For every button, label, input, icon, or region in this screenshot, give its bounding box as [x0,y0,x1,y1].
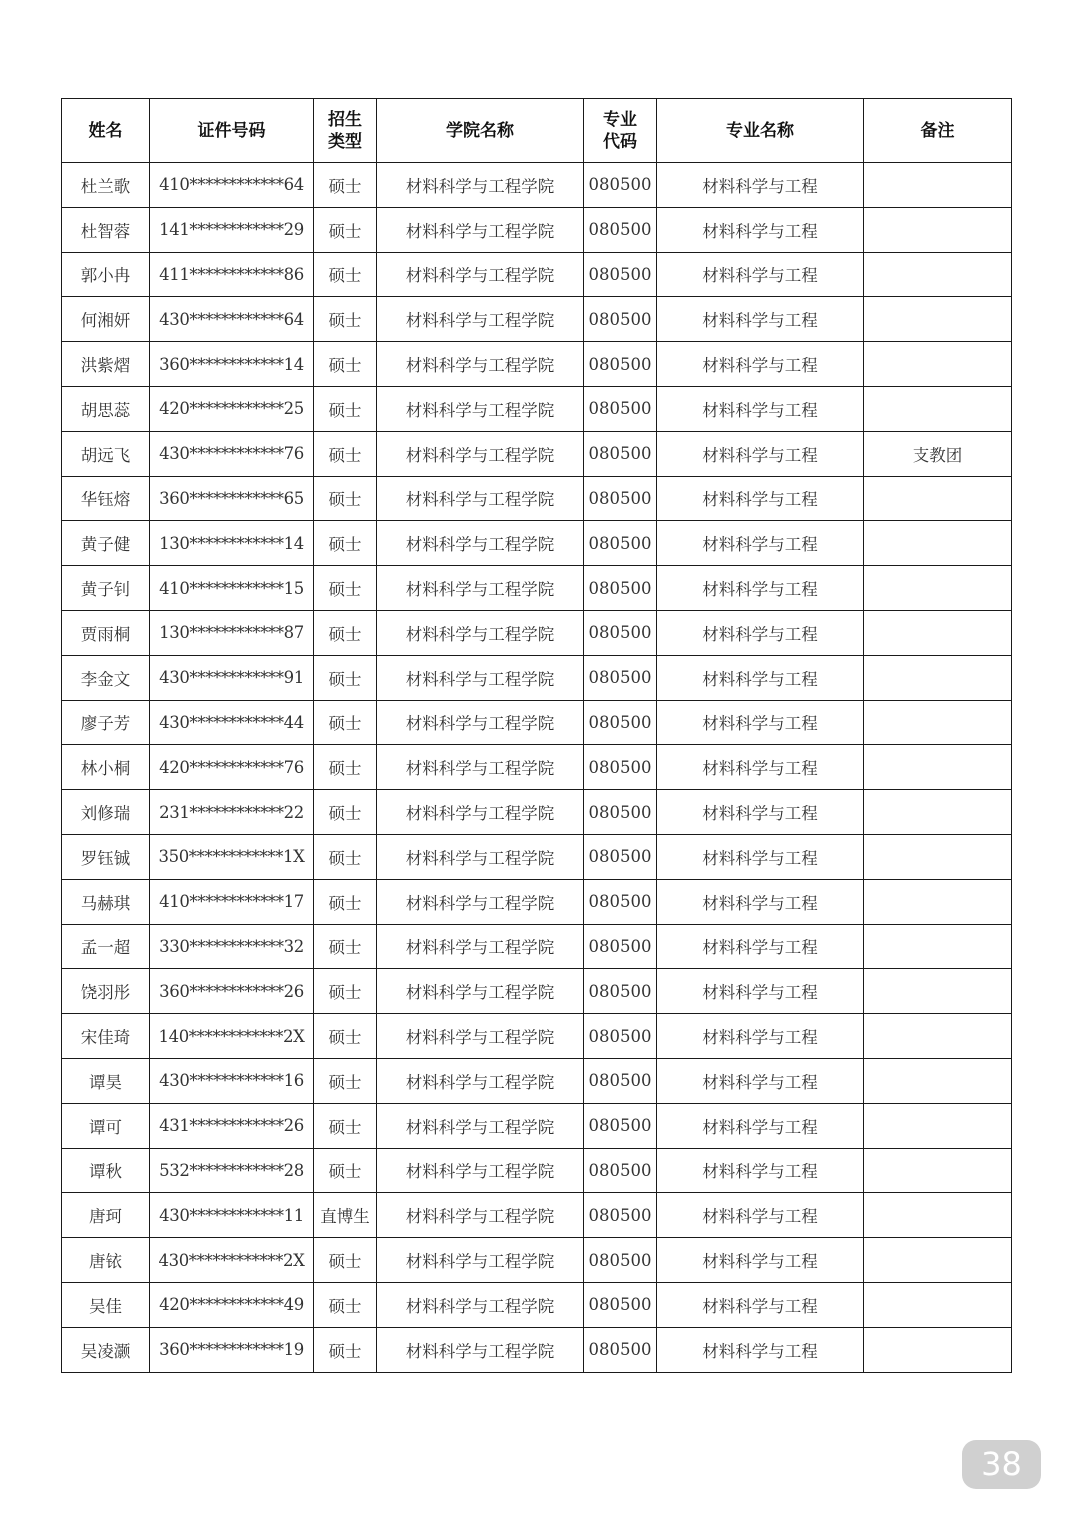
cell-college: 材料科学与工程学院 [377,1103,584,1148]
cell-name: 吴佳 [62,1282,150,1327]
header-code-line1: 专业 [603,109,637,130]
admission-list-table [61,98,1012,1373]
cell-major: 材料科学与工程 [657,790,864,835]
table-row [62,790,1012,835]
cell-name: 林小桐 [62,745,150,790]
cell-major: 材料科学与工程 [657,1148,864,1193]
cell-type: 硕士 [314,521,377,566]
header-code-line2: 代码 [603,131,637,152]
cell-type: 硕士 [314,566,377,611]
cell-college: 材料科学与工程学院 [377,1148,584,1193]
cell-major: 材料科学与工程 [657,476,864,521]
header-name: 姓名 [62,99,150,163]
cell-id: 360************65 [150,476,314,521]
cell-major: 材料科学与工程 [657,1282,864,1327]
cell-code: 080500 [584,297,657,342]
cell-type: 硕士 [314,1282,377,1327]
cell-name: 刘修瑞 [62,790,150,835]
cell-code: 080500 [584,521,657,566]
cell-id: 410************17 [150,879,314,924]
cell-name: 贾雨桐 [62,610,150,655]
cell-college: 材料科学与工程学院 [377,1282,584,1327]
cell-college: 材料科学与工程学院 [377,834,584,879]
table-row [62,521,1012,566]
header-code [584,99,657,163]
cell-note [864,1193,1012,1238]
cell-college: 材料科学与工程学院 [377,610,584,655]
cell-note [864,252,1012,297]
table-row [62,207,1012,252]
cell-college: 材料科学与工程学院 [377,521,584,566]
cell-name: 何湘妍 [62,297,150,342]
cell-major: 材料科学与工程 [657,1014,864,1059]
cell-note [864,655,1012,700]
table-row [62,386,1012,431]
cell-note [864,700,1012,745]
cell-id: 410************64 [150,163,314,208]
cell-id: 430************76 [150,431,314,476]
table-row [62,1148,1012,1193]
cell-code: 080500 [584,700,657,745]
header-college: 学院名称 [377,99,584,163]
header-major: 专业名称 [657,99,864,163]
cell-id: 430************44 [150,700,314,745]
cell-code: 080500 [584,834,657,879]
cell-code: 080500 [584,342,657,387]
cell-note [864,566,1012,611]
table-row [62,610,1012,655]
cell-type: 硕士 [314,1103,377,1148]
cell-college: 材料科学与工程学院 [377,924,584,969]
cell-note [864,1327,1012,1372]
cell-note [864,610,1012,655]
cell-type: 硕士 [314,655,377,700]
cell-id: 420************25 [150,386,314,431]
cell-name: 马赫琪 [62,879,150,924]
cell-college: 材料科学与工程学院 [377,790,584,835]
cell-note [864,342,1012,387]
cell-major: 材料科学与工程 [657,1058,864,1103]
cell-major: 材料科学与工程 [657,252,864,297]
cell-name: 唐珂 [62,1193,150,1238]
table-row [62,342,1012,387]
cell-note [864,1148,1012,1193]
cell-code: 080500 [584,1238,657,1283]
cell-college: 材料科学与工程学院 [377,700,584,745]
cell-college: 材料科学与工程学院 [377,476,584,521]
cell-college: 材料科学与工程学院 [377,655,584,700]
cell-major: 材料科学与工程 [657,700,864,745]
cell-major: 材料科学与工程 [657,745,864,790]
cell-major: 材料科学与工程 [657,386,864,431]
table-row [62,834,1012,879]
cell-note [864,745,1012,790]
cell-note [864,790,1012,835]
cell-code: 080500 [584,1193,657,1238]
cell-major: 材料科学与工程 [657,431,864,476]
cell-code: 080500 [584,1327,657,1372]
cell-college: 材料科学与工程学院 [377,342,584,387]
cell-type: 硕士 [314,1014,377,1059]
cell-major: 材料科学与工程 [657,163,864,208]
cell-name: 孟一超 [62,924,150,969]
cell-note [864,476,1012,521]
cell-college: 材料科学与工程学院 [377,252,584,297]
cell-type: 硕士 [314,700,377,745]
cell-note [864,1238,1012,1283]
cell-name: 胡远飞 [62,431,150,476]
cell-id: 420************49 [150,1282,314,1327]
cell-note [864,163,1012,208]
cell-type: 硕士 [314,610,377,655]
cell-id: 130************87 [150,610,314,655]
cell-code: 080500 [584,1058,657,1103]
table-row [62,700,1012,745]
cell-code: 080500 [584,969,657,1014]
header-row [62,99,1012,163]
header-type [314,99,377,163]
cell-code: 080500 [584,1148,657,1193]
cell-major: 材料科学与工程 [657,566,864,611]
table-row [62,924,1012,969]
cell-note [864,1058,1012,1103]
cell-id: 420************76 [150,745,314,790]
cell-id: 140************2X [150,1014,314,1059]
cell-name: 郭小冉 [62,252,150,297]
cell-name: 黄子钊 [62,566,150,611]
cell-college: 材料科学与工程学院 [377,1193,584,1238]
cell-code: 080500 [584,790,657,835]
cell-code: 080500 [584,386,657,431]
cell-major: 材料科学与工程 [657,610,864,655]
cell-id: 532************28 [150,1148,314,1193]
page-number-badge: 38 [962,1440,1041,1489]
cell-name: 洪紫熠 [62,342,150,387]
cell-major: 材料科学与工程 [657,207,864,252]
cell-type: 硕士 [314,1058,377,1103]
cell-college: 材料科学与工程学院 [377,879,584,924]
header-type-line2: 类型 [328,131,362,152]
cell-code: 080500 [584,745,657,790]
cell-college: 材料科学与工程学院 [377,745,584,790]
cell-major: 材料科学与工程 [657,1193,864,1238]
cell-type: 硕士 [314,879,377,924]
cell-name: 饶羽彤 [62,969,150,1014]
cell-name: 杜智蓉 [62,207,150,252]
cell-note [864,879,1012,924]
cell-type: 硕士 [314,745,377,790]
cell-code: 080500 [584,924,657,969]
cell-name: 唐铱 [62,1238,150,1283]
cell-name: 李金文 [62,655,150,700]
cell-id: 410************15 [150,566,314,611]
cell-college: 材料科学与工程学院 [377,297,584,342]
cell-id: 330************32 [150,924,314,969]
cell-college: 材料科学与工程学院 [377,969,584,1014]
cell-major: 材料科学与工程 [657,879,864,924]
cell-major: 材料科学与工程 [657,1238,864,1283]
cell-note [864,1282,1012,1327]
cell-college: 材料科学与工程学院 [377,1238,584,1283]
cell-note [864,1103,1012,1148]
table-row [62,1238,1012,1283]
cell-id: 141************29 [150,207,314,252]
cell-name: 谭昊 [62,1058,150,1103]
cell-type: 硕士 [314,342,377,387]
cell-type: 硕士 [314,790,377,835]
table-row [62,879,1012,924]
cell-type: 硕士 [314,252,377,297]
cell-note [864,834,1012,879]
cell-code: 080500 [584,1282,657,1327]
cell-type: 直博生 [314,1193,377,1238]
cell-type: 硕士 [314,297,377,342]
cell-name: 吴凌灏 [62,1327,150,1372]
cell-note [864,297,1012,342]
cell-major: 材料科学与工程 [657,297,864,342]
cell-major: 材料科学与工程 [657,834,864,879]
table-row [62,252,1012,297]
cell-college: 材料科学与工程学院 [377,207,584,252]
table-row [62,431,1012,476]
cell-college: 材料科学与工程学院 [377,386,584,431]
cell-major: 材料科学与工程 [657,1327,864,1372]
cell-type: 硕士 [314,969,377,1014]
cell-name: 杜兰歌 [62,163,150,208]
table-row [62,1282,1012,1327]
cell-code: 080500 [584,879,657,924]
cell-id: 430************16 [150,1058,314,1103]
cell-type: 硕士 [314,386,377,431]
cell-major: 材料科学与工程 [657,1103,864,1148]
table-row [62,969,1012,1014]
cell-note [864,207,1012,252]
table-row [62,476,1012,521]
cell-major: 材料科学与工程 [657,924,864,969]
cell-note [864,386,1012,431]
cell-major: 材料科学与工程 [657,655,864,700]
cell-id: 430************64 [150,297,314,342]
cell-code: 080500 [584,1103,657,1148]
cell-college: 材料科学与工程学院 [377,1058,584,1103]
cell-note [864,969,1012,1014]
cell-name: 谭可 [62,1103,150,1148]
cell-code: 080500 [584,655,657,700]
cell-major: 材料科学与工程 [657,969,864,1014]
cell-id: 231************22 [150,790,314,835]
table-row [62,1058,1012,1103]
cell-college: 材料科学与工程学院 [377,431,584,476]
header-note: 备注 [864,99,1012,163]
cell-major: 材料科学与工程 [657,342,864,387]
cell-major: 材料科学与工程 [657,521,864,566]
cell-code: 080500 [584,1014,657,1059]
cell-note [864,1014,1012,1059]
table-row [62,1103,1012,1148]
cell-code: 080500 [584,207,657,252]
cell-name: 黄子健 [62,521,150,566]
cell-note: 支教团 [864,431,1012,476]
cell-type: 硕士 [314,834,377,879]
cell-name: 胡思蕊 [62,386,150,431]
cell-code: 080500 [584,252,657,297]
table-row [62,163,1012,208]
cell-code: 080500 [584,566,657,611]
cell-type: 硕士 [314,207,377,252]
cell-note [864,521,1012,566]
cell-name: 谭秋 [62,1148,150,1193]
table-row [62,1014,1012,1059]
cell-type: 硕士 [314,1327,377,1372]
cell-code: 080500 [584,163,657,208]
cell-id: 360************14 [150,342,314,387]
cell-type: 硕士 [314,1148,377,1193]
cell-id: 431************26 [150,1103,314,1148]
cell-id: 430************91 [150,655,314,700]
cell-id: 360************19 [150,1327,314,1372]
cell-type: 硕士 [314,1238,377,1283]
cell-name: 华钰熔 [62,476,150,521]
cell-college: 材料科学与工程学院 [377,1327,584,1372]
cell-note [864,924,1012,969]
table-row [62,1327,1012,1372]
cell-id: 430************2X [150,1238,314,1283]
cell-type: 硕士 [314,163,377,208]
table-row [62,297,1012,342]
cell-id: 130************14 [150,521,314,566]
table-row [62,655,1012,700]
cell-college: 材料科学与工程学院 [377,1014,584,1059]
cell-code: 080500 [584,610,657,655]
table-row [62,745,1012,790]
cell-type: 硕士 [314,431,377,476]
header-type-line1: 招生 [328,109,362,130]
cell-type: 硕士 [314,924,377,969]
cell-code: 080500 [584,431,657,476]
cell-college: 材料科学与工程学院 [377,566,584,611]
cell-id: 430************11 [150,1193,314,1238]
cell-id: 360************26 [150,969,314,1014]
cell-id: 411************86 [150,252,314,297]
table-row [62,566,1012,611]
cell-type: 硕士 [314,476,377,521]
cell-id: 350************1X [150,834,314,879]
table-row [62,1193,1012,1238]
cell-name: 廖子芳 [62,700,150,745]
cell-name: 宋佳琦 [62,1014,150,1059]
cell-code: 080500 [584,476,657,521]
cell-college: 材料科学与工程学院 [377,163,584,208]
cell-name: 罗钰铖 [62,834,150,879]
header-id: 证件号码 [150,99,314,163]
table-body [62,163,1012,1373]
